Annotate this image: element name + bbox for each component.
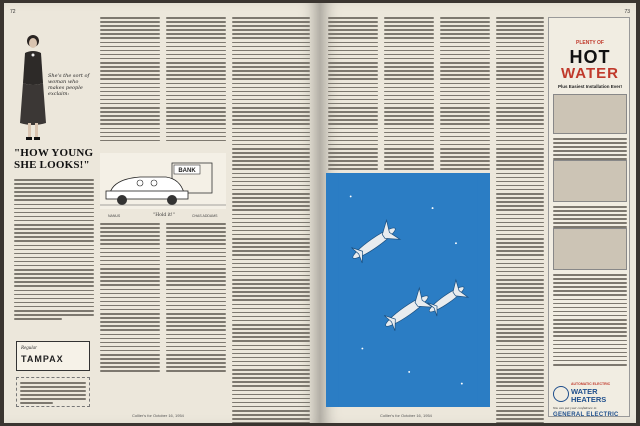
ad-kicker: PLENTY OF bbox=[576, 40, 604, 46]
right-page bbox=[320, 3, 636, 423]
ad-headline-hot: HOT bbox=[569, 47, 611, 67]
ad-headline: "HOW YOUNG SHE LOOKS!" bbox=[14, 147, 94, 171]
ad-text-2 bbox=[553, 206, 627, 228]
article-column-1-lower bbox=[100, 223, 160, 372]
tampax-name: TAMPAX bbox=[21, 354, 64, 364]
ad-body-text bbox=[14, 179, 94, 320]
rockets-illustration bbox=[326, 173, 490, 407]
ad-photo-basement bbox=[553, 160, 627, 202]
bank-sign: BANK bbox=[178, 168, 196, 174]
article-column-1 bbox=[100, 17, 160, 141]
ad-subhead: Plus Easiest Installation Ever! bbox=[557, 84, 623, 89]
right-article-column-3 bbox=[440, 17, 490, 190]
ad-photo-kitchen bbox=[553, 94, 627, 134]
right-article-column-1 bbox=[328, 17, 378, 190]
ad-kicker-bottom: AUTOMATIC ELECTRIC bbox=[571, 382, 611, 386]
ad-coupon bbox=[16, 377, 90, 407]
ad-text-1 bbox=[553, 138, 627, 160]
bank-cartoon bbox=[100, 153, 226, 209]
ad-small-quote: She's the sort of woman who makes people exclaim: bbox=[48, 73, 90, 97]
woman-illustration bbox=[16, 31, 50, 143]
article-column-3 bbox=[232, 17, 310, 423]
ad-tagline: You can put your confidence in bbox=[553, 406, 597, 410]
cartoon-credit-right: CHAS ADDAMS bbox=[192, 214, 218, 218]
tampax-product-box bbox=[16, 341, 90, 371]
left-page bbox=[4, 3, 320, 423]
ad-text-3 bbox=[553, 274, 627, 366]
ad-product-line: WATER HEATERS bbox=[571, 387, 607, 404]
left-page-number: 72 bbox=[10, 9, 16, 15]
ad-headline-water: WATER bbox=[560, 65, 620, 82]
ge-water-heater-ad bbox=[548, 17, 630, 417]
magazine-spread bbox=[4, 3, 636, 423]
ge-logo-icon bbox=[553, 386, 569, 402]
right-page-number: 73 bbox=[624, 9, 630, 15]
right-page-footer: Collier's for October 16, 1954 bbox=[380, 413, 432, 418]
right-article-column-2 bbox=[384, 17, 434, 190]
right-article-column-4 bbox=[496, 17, 544, 423]
ad-photo-heater bbox=[553, 228, 627, 270]
tampax-label: Regular bbox=[21, 346, 38, 351]
article-column-2 bbox=[166, 17, 226, 141]
ad-brand: GENERAL ELECTRIC bbox=[553, 412, 619, 418]
article-column-2-lower bbox=[166, 223, 226, 372]
left-page-footer: Collier's for October 16, 1954 bbox=[132, 413, 184, 418]
cartoon-credit-left: NANUS bbox=[108, 214, 121, 218]
cartoon-caption: "Hold it!" bbox=[153, 213, 175, 218]
